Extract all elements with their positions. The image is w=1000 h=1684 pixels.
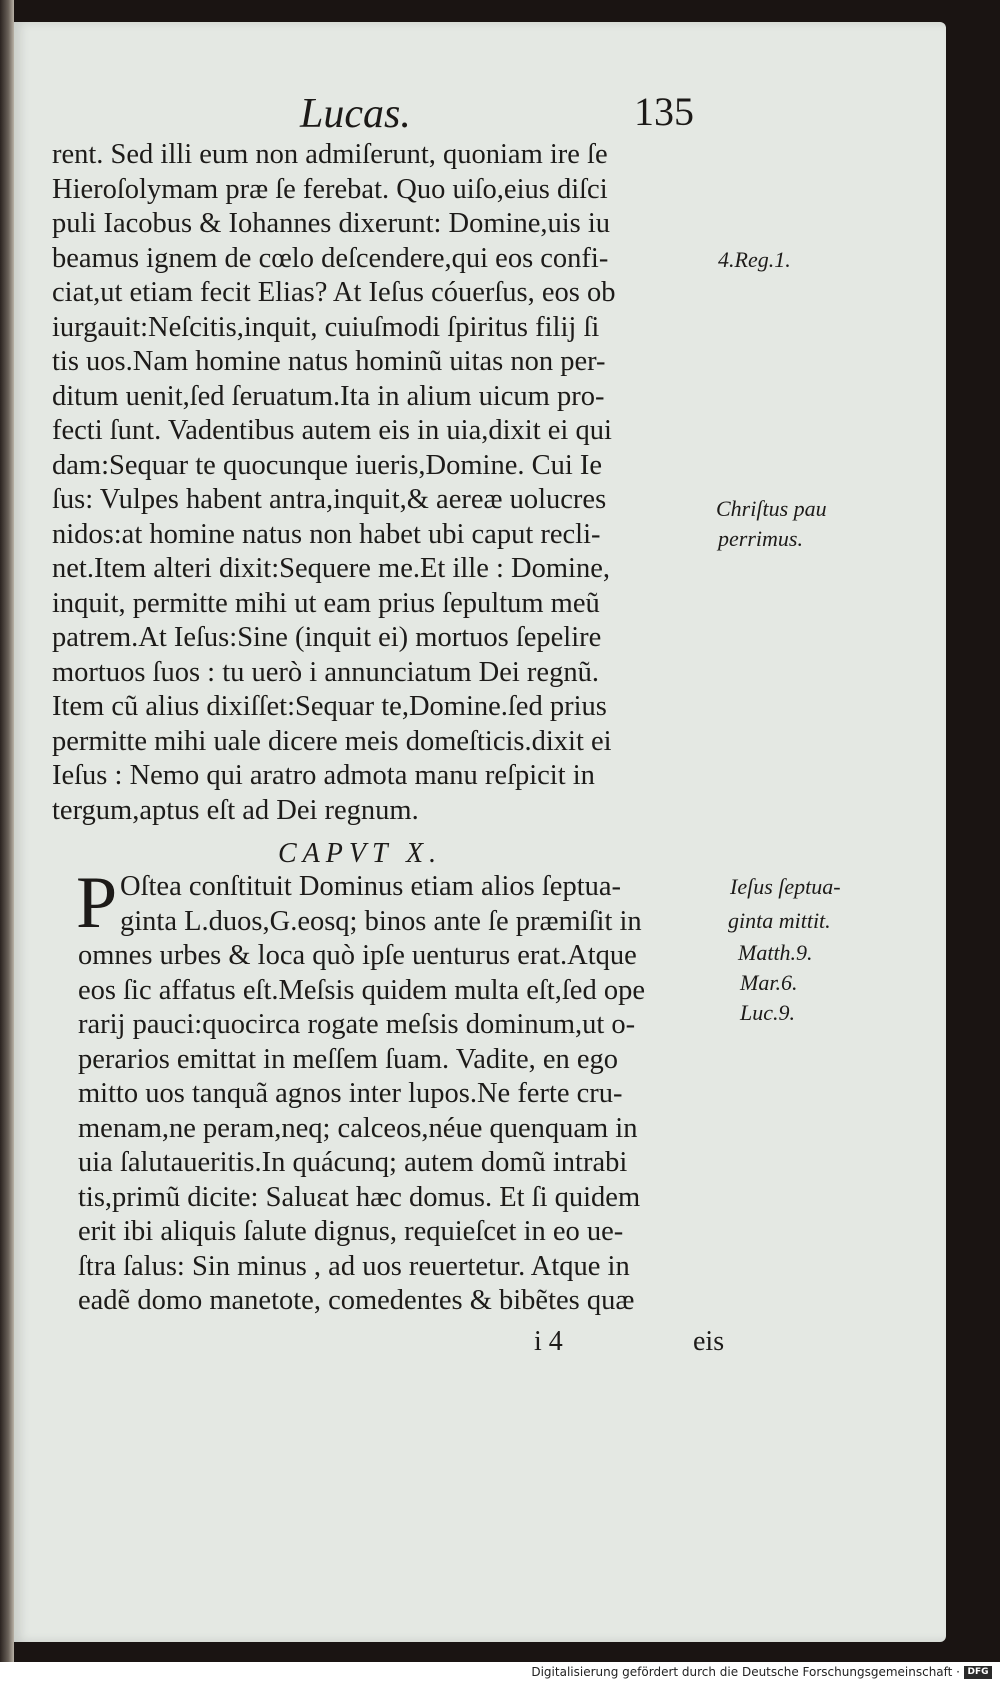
attribution-text: Digitalisierung gefördert durch die Deutsche Forschungsgemeinschaft · <box>531 1665 960 1679</box>
text-line: ciat,ut etiam fecit Elias? At Ieſus cóuerſus, eos ob <box>52 277 616 308</box>
text-line: Hieroſolymam præ ſe ferebat. Quo uiſo,eius diſci <box>52 173 608 205</box>
margin-note-matth: Matth.9. <box>738 940 813 965</box>
dfg-logo: DFG <box>964 1666 992 1679</box>
margin-note-mar: Mar.6. <box>740 970 798 995</box>
running-head: Lucas. <box>300 91 411 137</box>
text-line: permitte mihi uale dicere meis domeſticis.dixit ei <box>52 725 612 757</box>
text-line: erit ibi aliquis ſalute dignus, requieſcet in eo ue- <box>78 1216 624 1247</box>
margin-note-iesus-2: ginta mittit. <box>728 908 831 933</box>
text-line: Item cũ alius dixiſſet:Sequar te,Domine.ſed prius <box>52 691 607 722</box>
text-line: dam:Sequar te quocunque iueris,Domine. Cui Ie <box>52 449 603 481</box>
text-line: ſus: Vulpes habent antra,inquit,& aereæ uolucres <box>52 484 607 515</box>
chapter-text <box>78 870 738 1319</box>
margin-note-reg: 4.Reg.1. <box>718 247 791 272</box>
text-line: inquit, permitte mihi ut eam prius ſepultum meũ <box>52 587 600 619</box>
text-line: perarios emittat in meſſem ſuam. Vadite, en ego <box>78 1043 619 1075</box>
text-line: menam,ne peram,neq; calceos,néue quenquam in <box>78 1112 638 1144</box>
text-line: patrem.At Ieſus:Sine (inquit ei) mortuos ſepelire <box>52 622 602 653</box>
text-line: ditum uenit,ſed ſeruatum.Ita in alium uicum pro- <box>52 380 605 412</box>
text-line: puli Iacobus & Iohannes dixerunt: Domine,uis iu <box>52 208 611 239</box>
margin-note-christus-2: perrimus. <box>718 526 803 551</box>
text-line: rent. Sed illi eum non admiſerunt, quoniam ire ſe <box>52 139 608 170</box>
text-line: net.Item alteri dixit:Sequere me.Et ille : Domine, <box>52 553 610 584</box>
text-line: nidos:at homine natus non habet ubi caput recli- <box>52 518 601 550</box>
text-line: Oſtea conſtituit Dominus etiam alios ſeptua- <box>120 871 622 902</box>
body-text <box>52 138 732 828</box>
attribution-bar <box>0 1662 1000 1684</box>
text-line: tis uos.Nam homine natus hominũ uitas non per- <box>52 346 606 377</box>
text-line: tergum,aptus eſt ad Dei regnum. <box>52 794 419 826</box>
page-number: 135 <box>634 89 694 134</box>
text-line: ginta L.duos,G.eosq; binos ante ſe præmiſit in <box>120 905 642 937</box>
text-line: Ieſus : Nemo qui aratro admota manu reſpicit in <box>52 760 595 791</box>
margin-note-christus-1: Chriſtus pau <box>716 496 827 521</box>
text-line: beamus ignem de cœlo deſcendere,qui eos confi- <box>52 242 609 274</box>
text-line: mortuos ſuos : tu uerò i annunciatum Dei regnũ. <box>52 656 599 688</box>
catchword: eis <box>693 1326 725 1357</box>
text-line: eos ſic affatus eſt.Meſsis quidem multa eſt,ſed ope <box>78 974 645 1006</box>
text-line: fecti ſunt. Vadentibus autem eis in uia,dixit ei qui <box>52 415 612 446</box>
text-line: mitto uos tanquã agnos inter lupos.Ne ferte cru- <box>78 1078 623 1109</box>
margin-note-luc: Luc.9. <box>740 1000 795 1025</box>
text-line: rarij pauci:quocirca rogate meſsis dominum,ut o- <box>78 1009 636 1040</box>
drop-initial: P <box>76 862 118 944</box>
signature-mark: i 4 <box>534 1326 563 1357</box>
text-line: uia ſalutaueritis.In quácunq; autem domũ intrabi <box>78 1147 628 1178</box>
chapter-heading: CAPVT X. <box>278 838 443 869</box>
book-edge <box>0 0 14 1662</box>
text-line: omnes urbes & loca quò ipſe uenturus erat.Atque <box>78 940 637 971</box>
text-line: ſtra ſalus: Sin minus , ad uos reuertetur. Atque in <box>78 1250 630 1282</box>
text-line: iurgauit:Neſcitis,inquit, cuiuſmodi ſpiritus filij ſi <box>52 311 600 343</box>
margin-note-iesus-1: Ieſus ſeptua- <box>730 874 841 899</box>
text-line: eadẽ domo manetote, comedentes & bibẽtes quæ <box>78 1285 635 1316</box>
text-line: tis,primũ dicite: Saluεat hæc domus. Et ſi quidem <box>78 1181 641 1213</box>
